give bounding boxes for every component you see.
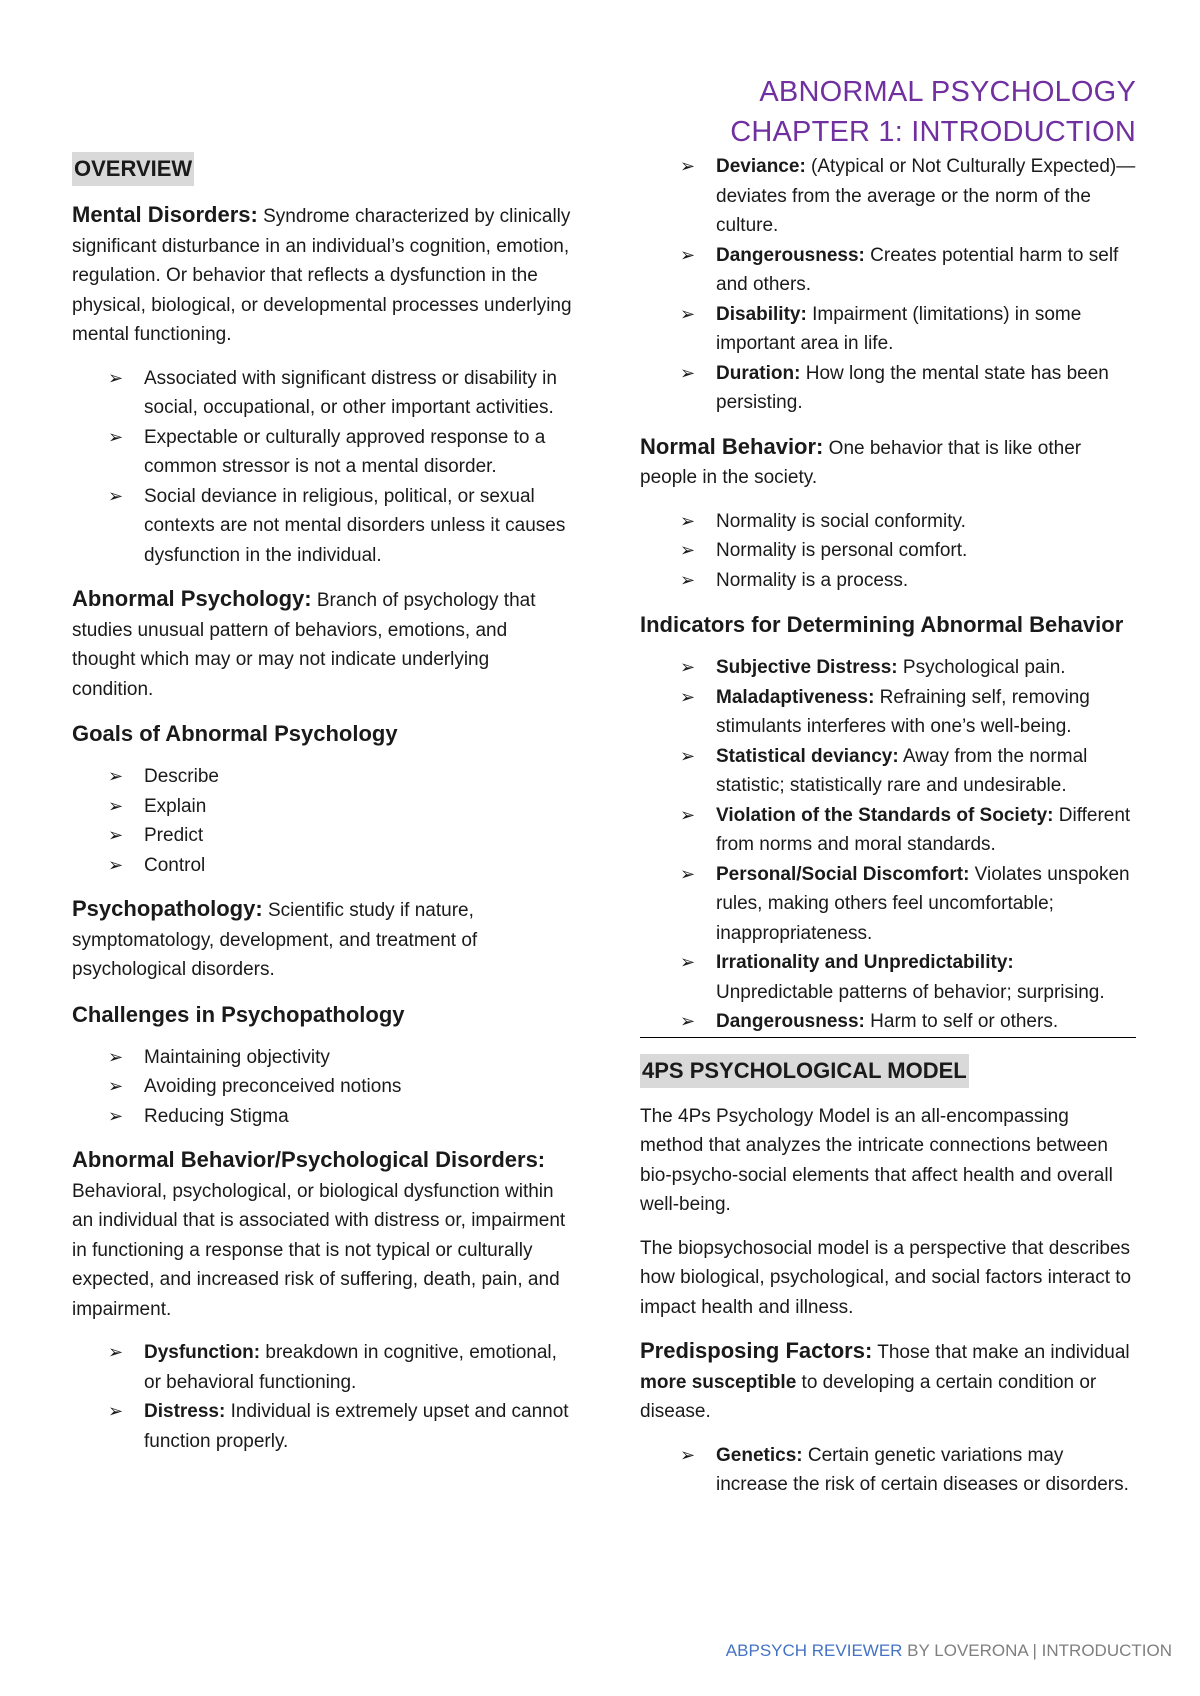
arrow-bullet-icon: ➢ (680, 657, 696, 677)
list-item-term: Violation of the Standards of Society: (716, 804, 1054, 826)
definition-text: One behavior that is like other people in the society. (640, 437, 1082, 488)
arrow-bullet-icon: ➢ (680, 156, 696, 176)
predisposing-factors-definition (640, 1336, 1136, 1427)
list-item (680, 566, 1136, 596)
list-item-term: Dangerousness: (716, 244, 865, 266)
list-item (680, 742, 1136, 801)
list-item-term: Maladaptiveness: (716, 686, 875, 708)
list-item-text: (Atypical or Not Culturally Expected)— deviates from the average or the norm of the culture. (716, 156, 1136, 236)
list-item-text: Away from the normal statistic; statistically rare and undesirable. (716, 745, 1088, 796)
normality-list (640, 507, 1136, 596)
list-item-text: Reducing Stigma (144, 1105, 289, 1127)
list-item-text: Avoiding preconceived notions (144, 1076, 402, 1097)
abnormal-behavior-list (72, 1338, 572, 1456)
list-item (680, 359, 1136, 418)
definition-text: Those that make an individual (872, 1342, 1130, 1363)
list-item (680, 536, 1136, 566)
list-item (108, 1102, 572, 1132)
predisposing-list (640, 1441, 1136, 1500)
list-item-text: Associated with significant distress or disability in social, occupational, or other important activities. (144, 367, 557, 418)
arrow-bullet-icon: ➢ (108, 825, 124, 845)
list-item-text: Maintaining objectivity (144, 1046, 330, 1068)
list-item-text: Expectable or culturally approved response to a common stressor is not a mental disorder. (144, 426, 546, 477)
list-item (680, 300, 1136, 359)
list-item-term: Personal/Social Discomfort: (716, 863, 970, 885)
list-item-term: Irrationality and Unpredictability: (716, 952, 1014, 973)
normal-behavior-definition (640, 432, 1136, 493)
list-item (108, 364, 572, 423)
model-paragraph-1: The 4Ps Psychology Model is an all-encompassing method that analyzes the intricate connections between bio-psycho-social elements that affect health and overall well-being. (640, 1105, 1113, 1215)
list-item-term: Dangerousness: (716, 1011, 865, 1032)
arrow-bullet-icon: ➢ (680, 1444, 696, 1465)
arrow-bullet-icon: ➢ (680, 303, 696, 324)
list-item-text: Different from norms and moral standards. (716, 804, 1131, 855)
list-item-text: Social deviance in religious, political, or sexual contexts are not mental disorders unless it causes dysfunction in the individual. (144, 485, 566, 566)
arrow-bullet-icon: ➢ (108, 1342, 124, 1362)
footer-accent: ABPSYCH REVIEWER (725, 1641, 903, 1660)
indicators-heading: Indicators for Determining Abnormal Behavior (640, 612, 1124, 637)
list-item (680, 860, 1136, 949)
list-item-text: Predict (144, 825, 204, 846)
list-item-term: Subjective Distress: (716, 657, 898, 678)
arrow-bullet-icon: ➢ (108, 426, 124, 447)
list-item (108, 762, 572, 792)
list-item (108, 423, 572, 482)
list-item-text: Normality is social conformity. (716, 510, 966, 532)
arrow-bullet-icon: ➢ (108, 1076, 124, 1096)
arrow-bullet-icon: ➢ (680, 952, 696, 972)
list-item (108, 1072, 572, 1102)
model-paragraph-2: The biopsychosocial model is a perspective that describes how biological, psychological, and social factors interact to impact health and illness. (640, 1237, 1132, 1318)
page-header (730, 72, 1136, 152)
goals-heading: Goals of Abnormal Psychology (72, 721, 398, 746)
term: Predisposing Factors: (640, 1338, 873, 1363)
list-item (680, 948, 1136, 1007)
list-item (680, 683, 1136, 742)
list-item (108, 821, 572, 851)
goals-list (72, 762, 572, 880)
term: Abnormal Psychology: (72, 586, 312, 611)
list-item-text: Certain genetic variations may increase the risk of certain diseases or disorders. (716, 1444, 1129, 1495)
list-item-text: Describe (144, 766, 219, 787)
list-item-text: Creates potential harm to self and others. (716, 244, 1119, 295)
footer-text: BY LOVERONA | INTRODUCTION (902, 1641, 1172, 1660)
term: Abnormal Behavior/Psychological Disorders: (72, 1147, 546, 1172)
arrow-bullet-icon: ➢ (680, 510, 696, 531)
header-title: ABNORMAL PSYCHOLOGY (759, 76, 1136, 108)
term: Mental Disorders: (72, 202, 258, 227)
page-footer (726, 1641, 1172, 1661)
section-divider (640, 1037, 1136, 1038)
list-item-term: Duration: (716, 362, 801, 384)
list-item-text: Harm to self or others. (864, 1011, 1059, 1032)
list-item-term: Genetics: (716, 1444, 803, 1466)
arrow-bullet-icon: ➢ (108, 367, 124, 388)
arrow-bullet-icon: ➢ (680, 569, 696, 590)
list-item (680, 152, 1136, 241)
continued-criteria-list (640, 152, 1136, 418)
list-item-term: Distress: (144, 1401, 226, 1422)
arrow-bullet-icon: ➢ (680, 362, 696, 383)
emphasis-text: more susceptible (640, 1371, 797, 1393)
list-item (680, 653, 1136, 683)
arrow-bullet-icon: ➢ (680, 540, 696, 560)
list-item (108, 1397, 572, 1456)
arrow-bullet-icon: ➢ (680, 1011, 696, 1031)
left-column (72, 152, 572, 1470)
list-item-term: Statistical deviancy: (716, 745, 899, 767)
arrow-bullet-icon: ➢ (108, 485, 124, 506)
list-item (108, 851, 572, 881)
list-item-text: Control (144, 854, 206, 876)
list-item-text: Impairment (limitations) in some important area in life. (716, 303, 1082, 354)
psychopathology-definition (72, 894, 572, 985)
mental-disorders-definition (72, 200, 572, 350)
arrow-bullet-icon: ➢ (108, 1046, 124, 1067)
definition-text: Scientific study if nature, symptomatology, development, and treatment of psychological disorders. (72, 900, 478, 980)
arrow-bullet-icon: ➢ (108, 1105, 124, 1126)
arrow-bullet-icon: ➢ (108, 795, 124, 816)
list-item-text: Unpredictable patterns of behavior; surprising. (716, 981, 1105, 1003)
list-item (108, 1043, 572, 1073)
list-item (680, 1441, 1136, 1500)
list-item-term: Deviance: (716, 156, 806, 177)
header-chapter: CHAPTER 1: INTRODUCTION (730, 116, 1136, 148)
abnormal-psychology-definition (72, 584, 572, 704)
arrow-bullet-icon: ➢ (680, 745, 696, 766)
list-item (680, 507, 1136, 537)
list-item-text: breakdown in cognitive, emotional, or behavioral functioning. (144, 1342, 557, 1393)
term: Normal Behavior: (640, 433, 824, 459)
list-item-term: Dysfunction: (144, 1342, 261, 1363)
list-item-text: Violates unspoken rules, making others feel uncomfortable; inappropriateness. (716, 863, 1130, 944)
definition-text: Behavioral, psychological, or biological dysfunction within an individual that is associated with distress or, impairment in functioning a response that is not typical or culturally expected, and increased risk of suffering, death, pain, and impairment. (72, 1180, 566, 1320)
right-column (640, 152, 1136, 1514)
challenges-heading: Challenges in Psychopathology (72, 1001, 405, 1027)
arrow-bullet-icon: ➢ (108, 766, 124, 786)
list-item-text: Refraining self, removing stimulants interferes with one’s well-being. (716, 686, 1090, 737)
arrow-bullet-icon: ➢ (108, 1401, 124, 1421)
list-item-text: Normality is personal comfort. (716, 540, 968, 561)
definition-text: to developing a certain condition or disease. (640, 1371, 1097, 1422)
arrow-bullet-icon: ➢ (680, 244, 696, 265)
list-item-text: Individual is extremely upset and cannot function properly. (144, 1401, 569, 1452)
list-item (680, 801, 1136, 860)
mental-disorders-list (72, 364, 572, 571)
list-item-text: Psychological pain. (897, 657, 1066, 678)
list-item-text: Normality is a process. (716, 569, 909, 591)
arrow-bullet-icon: ➢ (680, 863, 696, 884)
list-item (108, 792, 572, 822)
arrow-bullet-icon: ➢ (108, 854, 124, 875)
list-item (108, 1338, 572, 1397)
list-item-term: Disability: (716, 303, 807, 325)
arrow-bullet-icon: ➢ (680, 686, 696, 707)
indicators-list (640, 653, 1136, 1037)
list-item-text: Explain (144, 795, 207, 817)
list-item (680, 241, 1136, 300)
term: Psychopathology: (72, 896, 263, 921)
list-item (680, 1007, 1136, 1037)
definition-text: Syndrome characterized by clinically significant disturbance in an individual’s cognition, emotion, regulation. Or behavior that reflects a dysfunction in the physical, biological, or developmental processes underlying mental functioning. (72, 206, 572, 345)
list-item-text: How long the mental state has been persisting. (716, 362, 1109, 413)
model-title: 4PS PSYCHOLOGICAL MODEL (640, 1054, 969, 1088)
list-item (108, 482, 572, 571)
definition-text: Branch of psychology that studies unusual pattern of behaviors, emotions, and thought which may or may not indicate underlying condition. (72, 590, 536, 700)
overview-title: OVERVIEW (72, 152, 194, 186)
abnormal-behavior-definition (72, 1145, 572, 1324)
challenges-list (72, 1043, 572, 1132)
arrow-bullet-icon: ➢ (680, 804, 696, 825)
